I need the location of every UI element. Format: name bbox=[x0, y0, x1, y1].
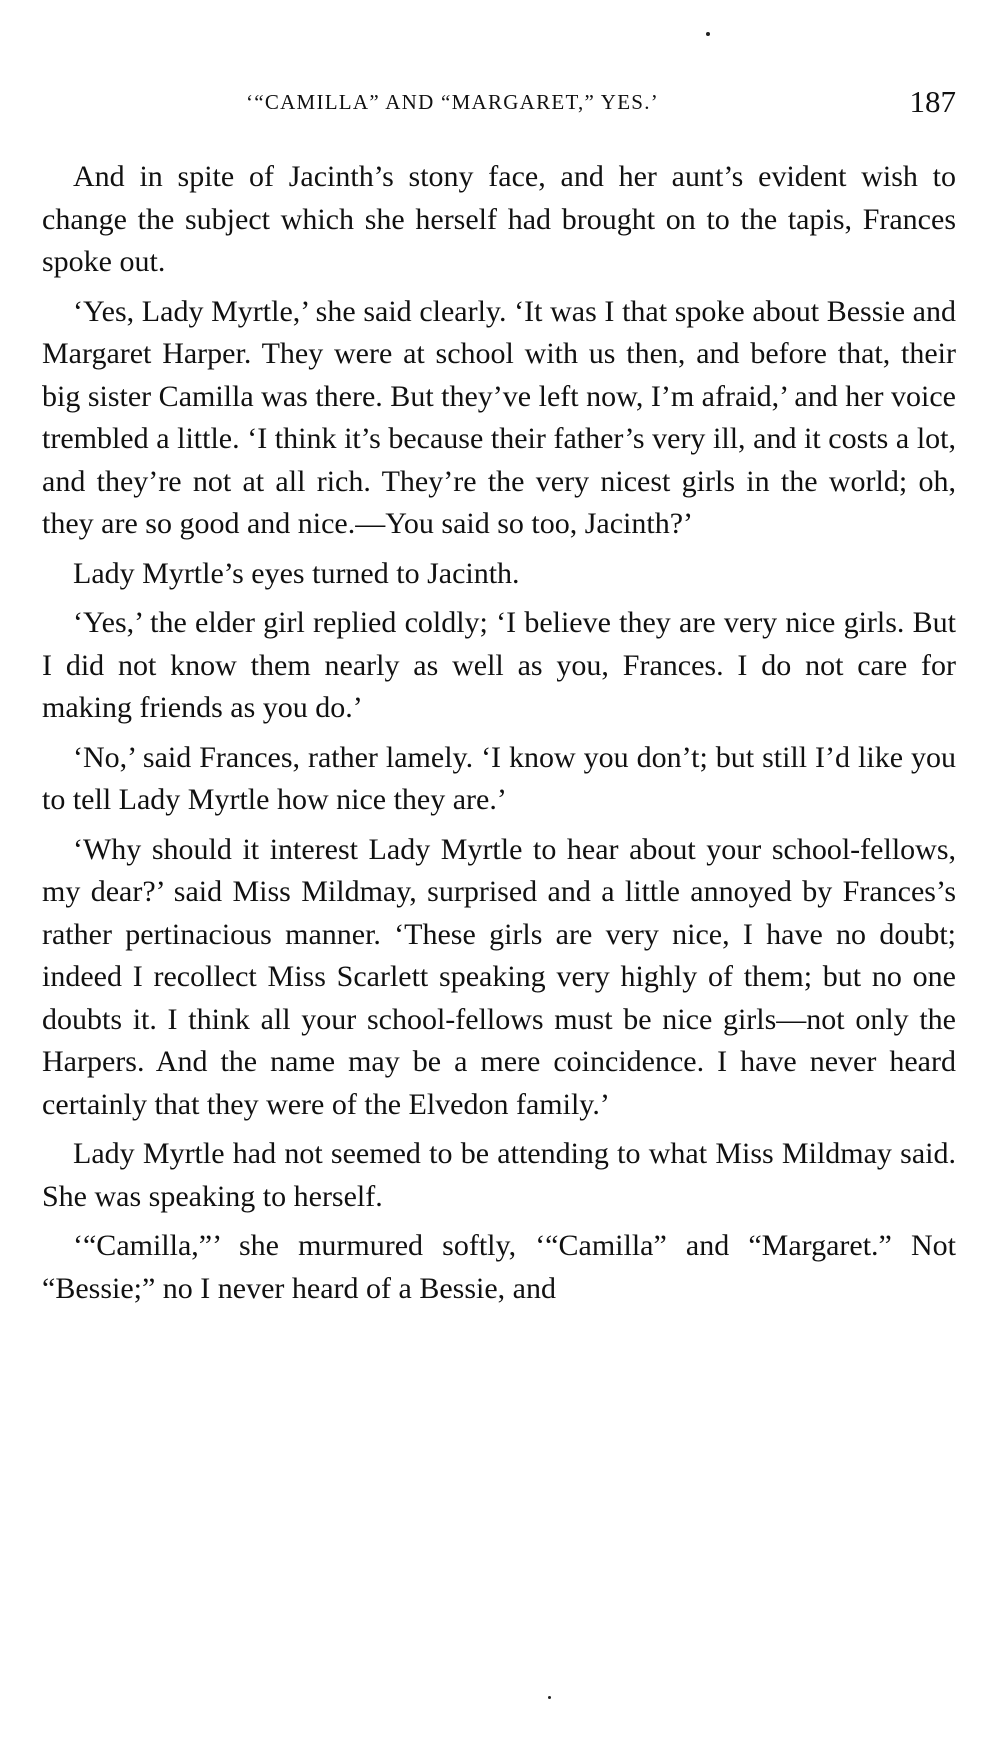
paragraph-4: ‘Yes,’ the elder girl replied coldly; ‘I believe they are very nice girls. But I did not know them nearly as well as you, Frances. I do not care for making friends as you do.’ bbox=[42, 606, 956, 724]
page-number: 187 bbox=[909, 84, 956, 119]
paragraph-3: Lady Myrtle’s eyes turned to Jacinth. bbox=[73, 556, 520, 590]
page-header bbox=[42, 84, 956, 134]
paragraph-6: ‘Why should it interest Lady Myrtle to hear about your school-fellows, my dear?’ said Miss Mildmay, surprised and a little annoyed by Frances’s rather pertinacious manner. ‘These girls are very nice, I have no doubt; indeed I recollect Miss Scarlett speaking very highly of them; but no one doubts it. I think all your school-fellows must be nice girls—not only the Harpers. And the name may be a mere coincidence. I have never heard certainly that they were of the Elvedon family.’ bbox=[42, 832, 956, 1121]
paragraph-2: ‘Yes, Lady Myrtle,’ she said clearly. ‘It was I that spoke about Bessie and Margaret Harper. They were at school with us then, and before that, their big sister Camilla was there. But they’ve left now, I’m afraid,’ and her voice trembled a little. ‘I think it’s because their father’s very ill, and it costs a lot, and they’re not at all rich. They’re the very nicest girls in the world; oh, they are so good and nice.—You said so too, Jacinth?’ bbox=[42, 294, 956, 540]
paragraph-5: ‘No,’ said Frances, rather lamely. ‘I know you don’t; but still I’d like you to tell Lady Myrtle how nice they are.’ bbox=[42, 740, 956, 816]
running-head: ‘“CAMILLA” AND “MARGARET,” YES.’ bbox=[246, 90, 660, 114]
body-text bbox=[42, 156, 956, 1310]
paragraph-1: And in spite of Jacinth’s stony face, and her aunt’s evident wish to change the subject which she herself had brought on to the tapis, Frances spoke out. bbox=[42, 160, 956, 278]
print-speck-top bbox=[706, 32, 710, 36]
print-speck-bottom bbox=[548, 1696, 551, 1699]
paragraph-8: ‘“Camilla,”’ she murmured softly, ‘“Camilla” and “Margaret.” Not “Bessie;” no I never heard of a Bessie, and bbox=[42, 1229, 956, 1305]
paragraph-7: Lady Myrtle had not seemed to be attending to what Miss Mildmay said. She was speaking to herself. bbox=[42, 1137, 956, 1213]
